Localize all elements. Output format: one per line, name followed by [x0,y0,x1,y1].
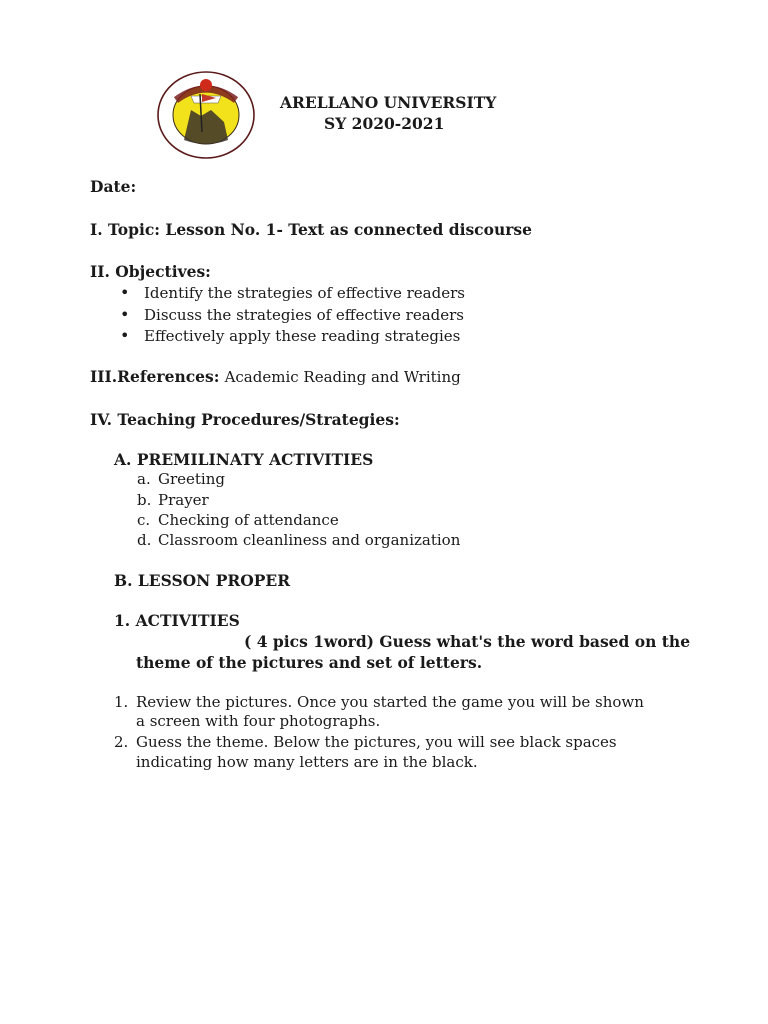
references-value: Academic Reading and Writing [224,368,461,386]
bullet-marker: • [120,283,130,302]
preliminary-item: Greeting [158,470,225,488]
list-marker: c. [137,511,151,529]
activity-step-line1: Guess the theme. Below the pictures, you will see black spaces [136,733,617,751]
activity-instruction-line1: ( 4 pics 1word) Guess what's the word based on the [244,632,691,651]
procedures-heading: IV. Teaching Procedures/Strategies: [90,410,400,429]
objective-item: Effectively apply these reading strategies [144,327,461,345]
date-label: Date: [90,177,137,196]
references-label: III.References: [90,367,220,386]
bullet-marker: • [120,326,130,345]
list-marker: a. [137,470,151,488]
objectives-heading: II. Objectives: [90,262,211,281]
activity-instruction-line2: theme of the pictures and set of letters. [136,653,483,672]
topic-line: I. Topic: Lesson No. 1- Text as connected discourse [90,220,532,239]
bullet-marker: • [120,305,130,324]
preliminary-item: Prayer [158,491,209,509]
preliminary-item: Checking of attendance [158,511,339,529]
activity-step-line1: Review the pictures. Once you started the game you will be shown [136,693,644,711]
preliminary-item: Classroom cleanliness and organization [158,531,461,549]
activity-step-line2: indicating how many letters are in the black. [136,753,478,771]
list-marker: 2. [114,733,129,751]
activity-step-line2: a screen with four photographs. [136,712,381,730]
school-year: SY 2020-2021 [324,114,445,133]
preliminary-heading: A. PREMILINATY ACTIVITIES [114,450,374,469]
list-marker: b. [137,491,152,509]
objective-item: Identify the strategies of effective readers [144,284,465,302]
references-line [90,367,461,386]
objective-item: Discuss the strategies of effective readers [144,306,465,324]
list-marker: 1. [114,693,129,711]
lesson-proper-heading: B. LESSON PROPER [114,571,291,590]
activities-heading: 1. ACTIVITIES [114,611,240,630]
institution-name: ARELLANO UNIVERSITY [280,93,497,112]
arellano-university-seal [156,70,256,160]
list-marker: d. [137,531,152,549]
